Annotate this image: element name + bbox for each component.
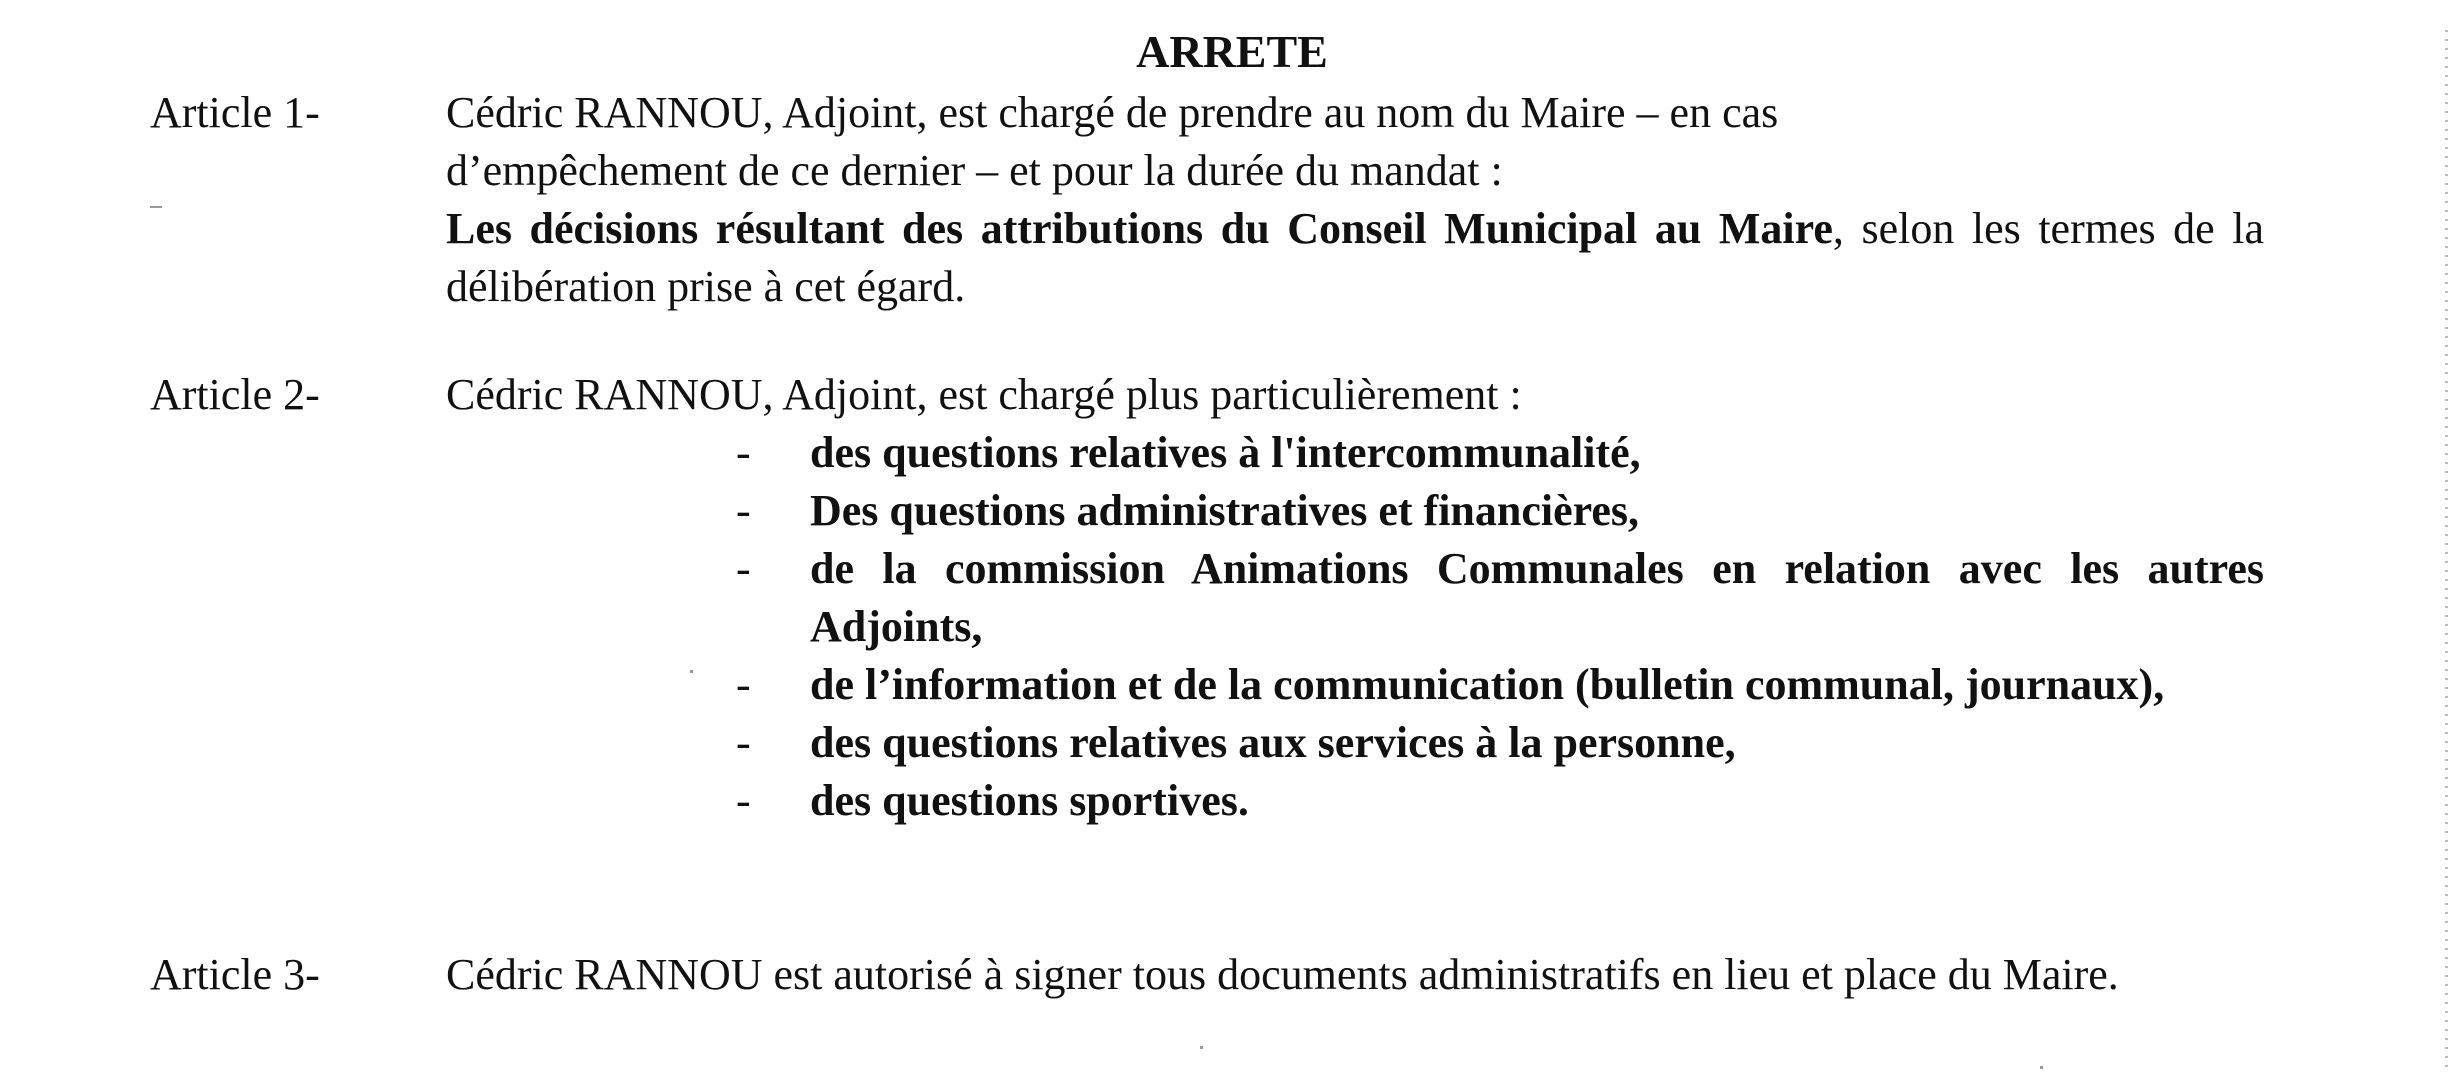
list-item [736, 540, 2264, 656]
dash-marker: - [736, 660, 751, 709]
dash-marker: - [736, 718, 751, 767]
dash-marker: - [736, 428, 751, 477]
article-1-rest: , selon les termes de la délibération prise à cet égard. [446, 204, 2264, 311]
list-item [736, 656, 2264, 714]
list-item [736, 482, 2264, 540]
dash-marker: - [736, 486, 751, 535]
list-item [736, 424, 2264, 482]
article-2-list [736, 424, 2264, 830]
article-1-paragraph [446, 200, 2264, 316]
list-item-text: des questions relatives à l'intercommunalité, [810, 428, 1641, 477]
article-3-body [446, 946, 2264, 1004]
document-title: ARRETE [1136, 26, 1328, 77]
article-1-label: Article 1- [150, 88, 320, 137]
scan-mark [690, 670, 693, 673]
page-edge-dots [2445, 30, 2448, 1070]
list-item-text: Des questions administratives et financières, [810, 486, 1640, 535]
dash-marker: - [736, 544, 751, 593]
scan-mark [1200, 1046, 1203, 1049]
dash-marker: - [736, 776, 751, 825]
article-1-body [446, 84, 2264, 316]
scan-mark [2040, 1066, 2043, 1069]
list-item-text: de l’information et de la communication (bulletin communal, journaux), [810, 660, 2165, 709]
list-item [736, 772, 2264, 830]
article-3-text: Cédric RANNOU est autorisé à signer tous documents administratifs en lieu et place du Maire. [446, 950, 2119, 999]
article-2-label: Article 2- [150, 370, 320, 419]
list-item-text: des questions relatives aux services à la personne, [810, 718, 1736, 767]
article-1-line-1: Cédric RANNOU, Adjoint, est chargé de prendre au nom du Maire – en cas [446, 88, 1779, 137]
list-item-text: de la commission Animations Communales en relation avec les autres Adjoints, [810, 544, 2264, 651]
article-1-bold-phrase: Les décisions résultant des attributions du Conseil Municipal au Maire [446, 204, 1833, 253]
list-item-text: des questions sportives. [810, 776, 1249, 825]
article-2-intro: Cédric RANNOU, Adjoint, est chargé plus particulièrement : [446, 370, 1522, 419]
list-item [736, 714, 2264, 772]
article-1-line-2: d’empêchement de ce dernier – et pour la durée du mandat : [446, 146, 1503, 195]
article-3-label: Article 3- [150, 950, 320, 999]
scan-mark [150, 206, 162, 208]
